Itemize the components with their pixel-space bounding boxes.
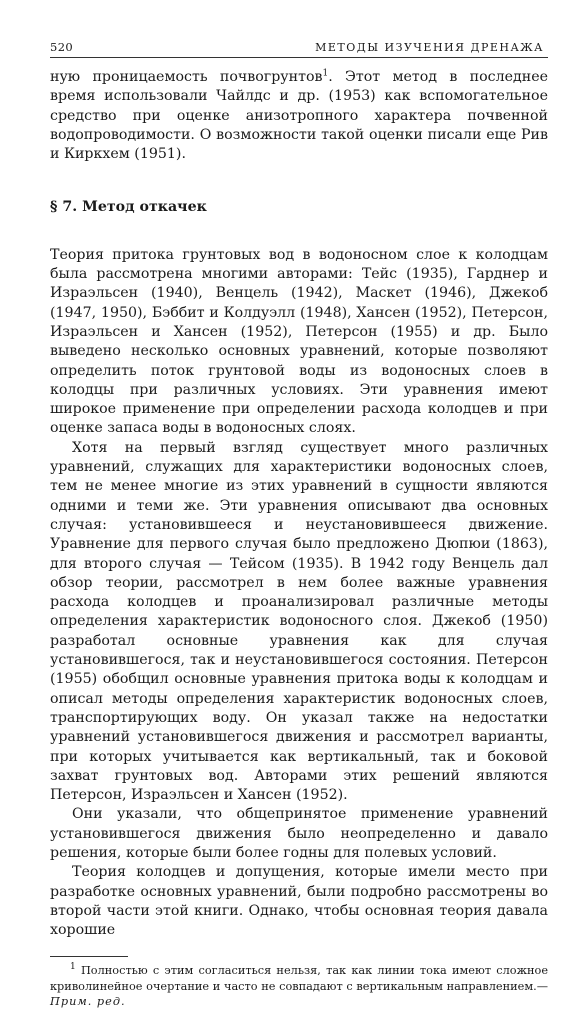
- intro-text-start: ную проницаемость почвогрунтов: [50, 69, 323, 85]
- intro-paragraph: [50, 68, 548, 164]
- footnote: [50, 963, 548, 1010]
- footnote-text: Полностью с этим согласиться нельзя, так как линии тока имеют сложное криволинейное очертание и часто не совпадают с вертикальным направлением.—: [50, 964, 548, 993]
- footnote-divider: [50, 956, 128, 957]
- page-body: [50, 68, 548, 940]
- footnote-marker: 1: [70, 962, 76, 973]
- running-header: [50, 40, 548, 58]
- intro-text-end: . Этот метод в последнее время использовали Чайлдс и др. (1953) как вспомогательное средство при оценке анизотропного характера почвенной водопроводимости. О возможности такой оценки писали еще Рив и Киркхем (1951).: [50, 69, 549, 163]
- page-number: 520: [50, 40, 74, 54]
- section-paragraph-1: Теория притока грунтовых вод в водоносном слое к колодцам была рассмотрена многими авторами: Тейс (1935), Гарднер и Израэльсен (1940), Венцель (1942), Маскет (1946), Джекоб (1947, 1950), Бэббит и Колдуэлл (1948), Хансен (1952), Петерсон, Израэльсен и Хансен (1952), Петерсон (1955) и др. Было выведено несколько основных уравнений, которые позволяют определить поток грунтовой воды из водоносных слоев в колодцы при различных условиях. Эти уравнения имеют широкое применение при определении расхода колодцев и при оценке запаса воды в водоносных слоях.: [50, 246, 548, 437]
- section-heading: § 7. Метод откачек: [50, 199, 207, 216]
- section-paragraph-4: Теория колодцев и допущения, которые имели место при разработке основных уравнений, были подробно рассмотрены во второй части этой книги. Однако, чтобы основная теория давала хорошие: [50, 864, 548, 939]
- editor-note: Прим. ред.: [50, 995, 126, 1009]
- book-page: [50, 40, 548, 1010]
- running-title: МЕТОДЫ ИЗУЧЕНИЯ ДРЕНАЖА: [315, 41, 544, 54]
- footnote-reference[interactable]: 1: [322, 68, 329, 79]
- section-paragraph-2: Хотя на первый взгляд существует много различных уравнений, служащих для характеристики водоносных слоев, тем не менее многие из этих уравнений в сущности являются одними и теми же. Эти уравнения описывают два основных случая: установившееся и неустановившееся движение. Уравнение для первого случая было предложено Дюпюи (1863), для второго случая — Тейсом (1935). В 1942 году Венцель дал обзор теории, рассмотрел в нем более важные уравнения расхода колодцев и проанализировал различные методы определения характеристик водоносного слоя. Джекоб (1950) разработал основные уравнения как для случая установившегося, так и неустановившегося состояния. Петерсон (1955) обобщил основные уравнения притока воды к колодцам и описал методы определения характеристик водоносных слоев, транспортирующих воду. Он указал также на недостатки уравнений установившегося движения и рассмотрел варианты, при которых учитывается как вертикальный, так и боковой захват грунтовых вод. Авторами этих решений являются Петерсон, Израэльсен и Хансен (1952).: [50, 439, 548, 804]
- section-paragraph-3: Они указали, что общепринятое применение уравнений установившегося движения было неопределенно и давало решения, которые были более годны для полевых условий.: [50, 806, 548, 861]
